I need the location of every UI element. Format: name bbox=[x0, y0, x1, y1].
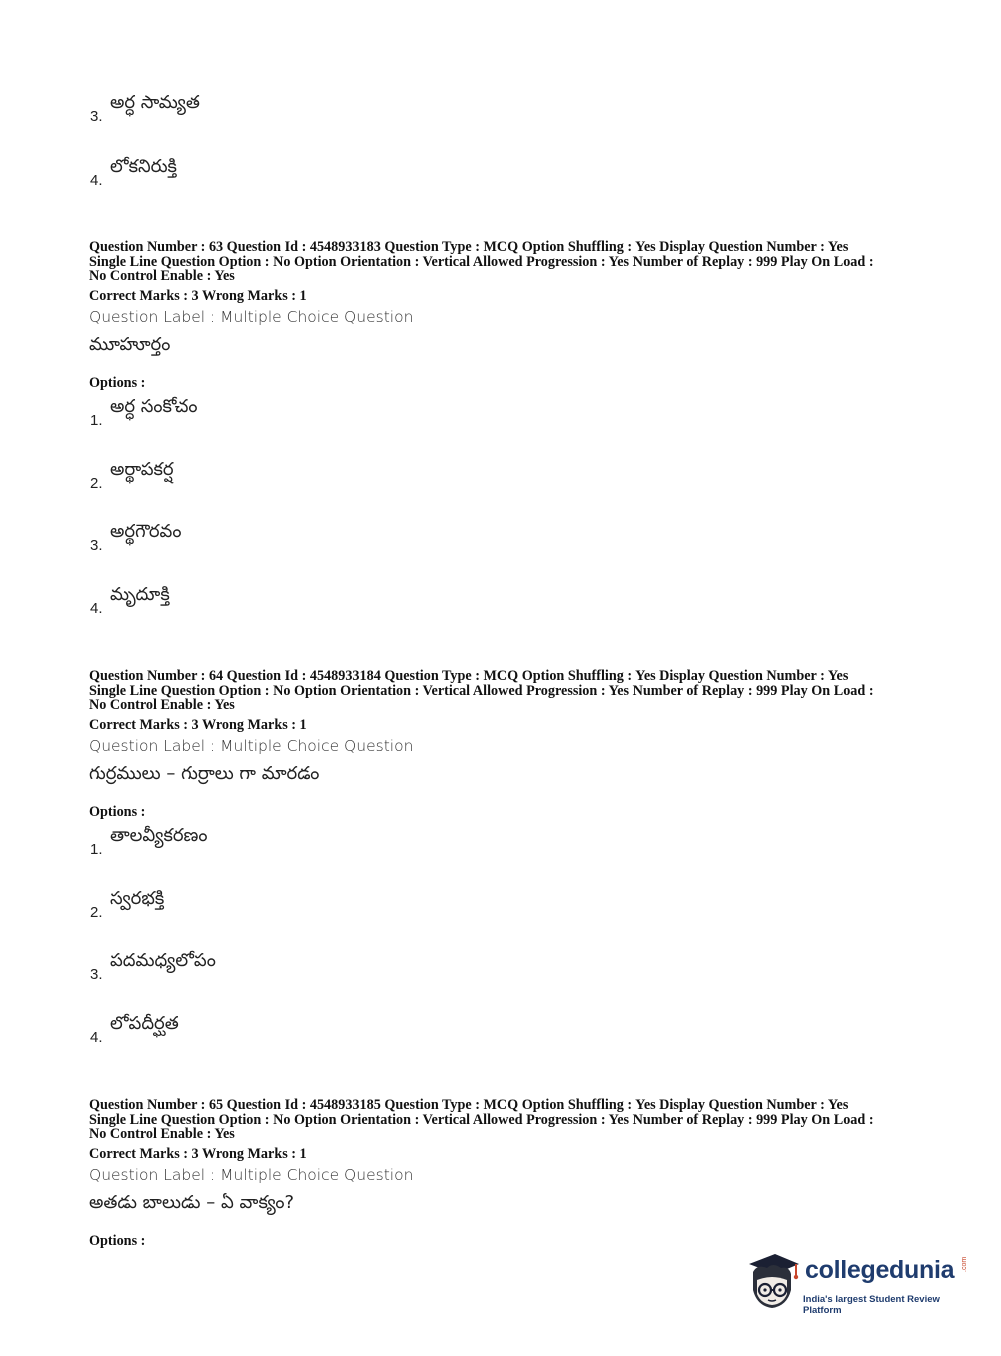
logo-suffix: .com bbox=[961, 1256, 968, 1272]
option-text: పదమధ్యలోపం bbox=[110, 950, 216, 971]
option-1 bbox=[90, 396, 490, 446]
option-2 bbox=[90, 888, 490, 938]
mascot-icon bbox=[743, 1250, 803, 1316]
option-text: అర్ధ సామ్యత bbox=[110, 92, 200, 113]
option-number: 2. bbox=[90, 475, 103, 492]
option-text: అర్థగౌరవం bbox=[110, 521, 182, 542]
question-meta bbox=[89, 669, 919, 713]
option-3 bbox=[90, 950, 490, 1000]
option-text: అర్థాపకర్ష bbox=[110, 459, 174, 480]
question-text: మూహూర్తం bbox=[89, 334, 171, 355]
option-text: మృదూక్తి bbox=[110, 584, 170, 605]
option-text: లోపదీర్ఘత bbox=[110, 1013, 179, 1034]
marks-info: Correct Marks : 3 Wrong Marks : 1 bbox=[89, 288, 307, 304]
marks-info: Correct Marks : 3 Wrong Marks : 1 bbox=[89, 717, 307, 733]
option-number: 4. bbox=[90, 172, 103, 189]
options-heading: Options : bbox=[89, 1233, 146, 1249]
meta-line: Question Number : 65 Question Id : 4548933185 Question Type : MCQ Option Shuffling : Yes Display Question Number : Yes bbox=[89, 1097, 849, 1113]
meta-line: No Control Enable : Yes bbox=[89, 1126, 235, 1143]
option-4 bbox=[90, 1013, 490, 1063]
question-text: అతడు బాలుడు – ఏ వాక్యం? bbox=[89, 1192, 295, 1213]
option-3 bbox=[90, 92, 490, 142]
meta-line: Question Number : 64 Question Id : 4548933184 Question Type : MCQ Option Shuffling : Yes Display Question Number : Yes bbox=[89, 668, 849, 684]
option-number: 3. bbox=[90, 537, 103, 554]
option-text: అర్ధ సంకోచం bbox=[110, 396, 198, 417]
question-label: Question Label : Multiple Choice Question bbox=[89, 737, 414, 755]
meta-line: Question Number : 63 Question Id : 4548933183 Question Type : MCQ Option Shuffling : Yes Display Question Number : Yes bbox=[89, 239, 849, 255]
option-4 bbox=[90, 156, 490, 206]
meta-line: Single Line Question Option : No Option Orientation : Vertical Allowed Progression : Yes Number of Replay : 999 Play On Load : bbox=[89, 682, 874, 699]
option-number: 2. bbox=[90, 904, 103, 921]
collegedunia-logo bbox=[743, 1250, 967, 1316]
option-number: 3. bbox=[90, 108, 103, 125]
option-number: 3. bbox=[90, 966, 103, 983]
meta-line: Single Line Question Option : No Option Orientation : Vertical Allowed Progression : Yes Number of Replay : 999 Play On Load : bbox=[89, 253, 874, 270]
logo-tagline: India's largest Student Review Platform bbox=[803, 1294, 940, 1316]
options-heading: Options : bbox=[89, 804, 146, 820]
option-number: 1. bbox=[90, 412, 103, 429]
option-text: స్వరభక్తి bbox=[110, 888, 165, 909]
option-number: 1. bbox=[90, 841, 103, 858]
meta-line: Single Line Question Option : No Option Orientation : Vertical Allowed Progression : Yes Number of Replay : 999 Play On Load : bbox=[89, 1111, 874, 1128]
option-3 bbox=[90, 521, 490, 571]
option-text: లోకనిరుక్తి bbox=[110, 156, 177, 177]
question-text: గుర్రములు – గుర్రాలు గా మారడం bbox=[89, 763, 320, 784]
question-label: Question Label : Multiple Choice Question bbox=[89, 1166, 414, 1184]
option-4 bbox=[90, 584, 490, 634]
option-number: 4. bbox=[90, 600, 103, 617]
meta-line: No Control Enable : Yes bbox=[89, 268, 235, 285]
option-text: తాలవ్యీకరణం bbox=[110, 825, 208, 846]
logo-wordmark: collegedunia bbox=[805, 1256, 955, 1284]
options-heading: Options : bbox=[89, 375, 146, 391]
question-label: Question Label : Multiple Choice Question bbox=[89, 308, 414, 326]
meta-line: No Control Enable : Yes bbox=[89, 697, 235, 714]
question-meta bbox=[89, 1098, 919, 1142]
question-meta bbox=[89, 240, 919, 284]
option-2 bbox=[90, 459, 490, 509]
option-number: 4. bbox=[90, 1029, 103, 1046]
option-1 bbox=[90, 825, 490, 875]
marks-info: Correct Marks : 3 Wrong Marks : 1 bbox=[89, 1146, 307, 1162]
